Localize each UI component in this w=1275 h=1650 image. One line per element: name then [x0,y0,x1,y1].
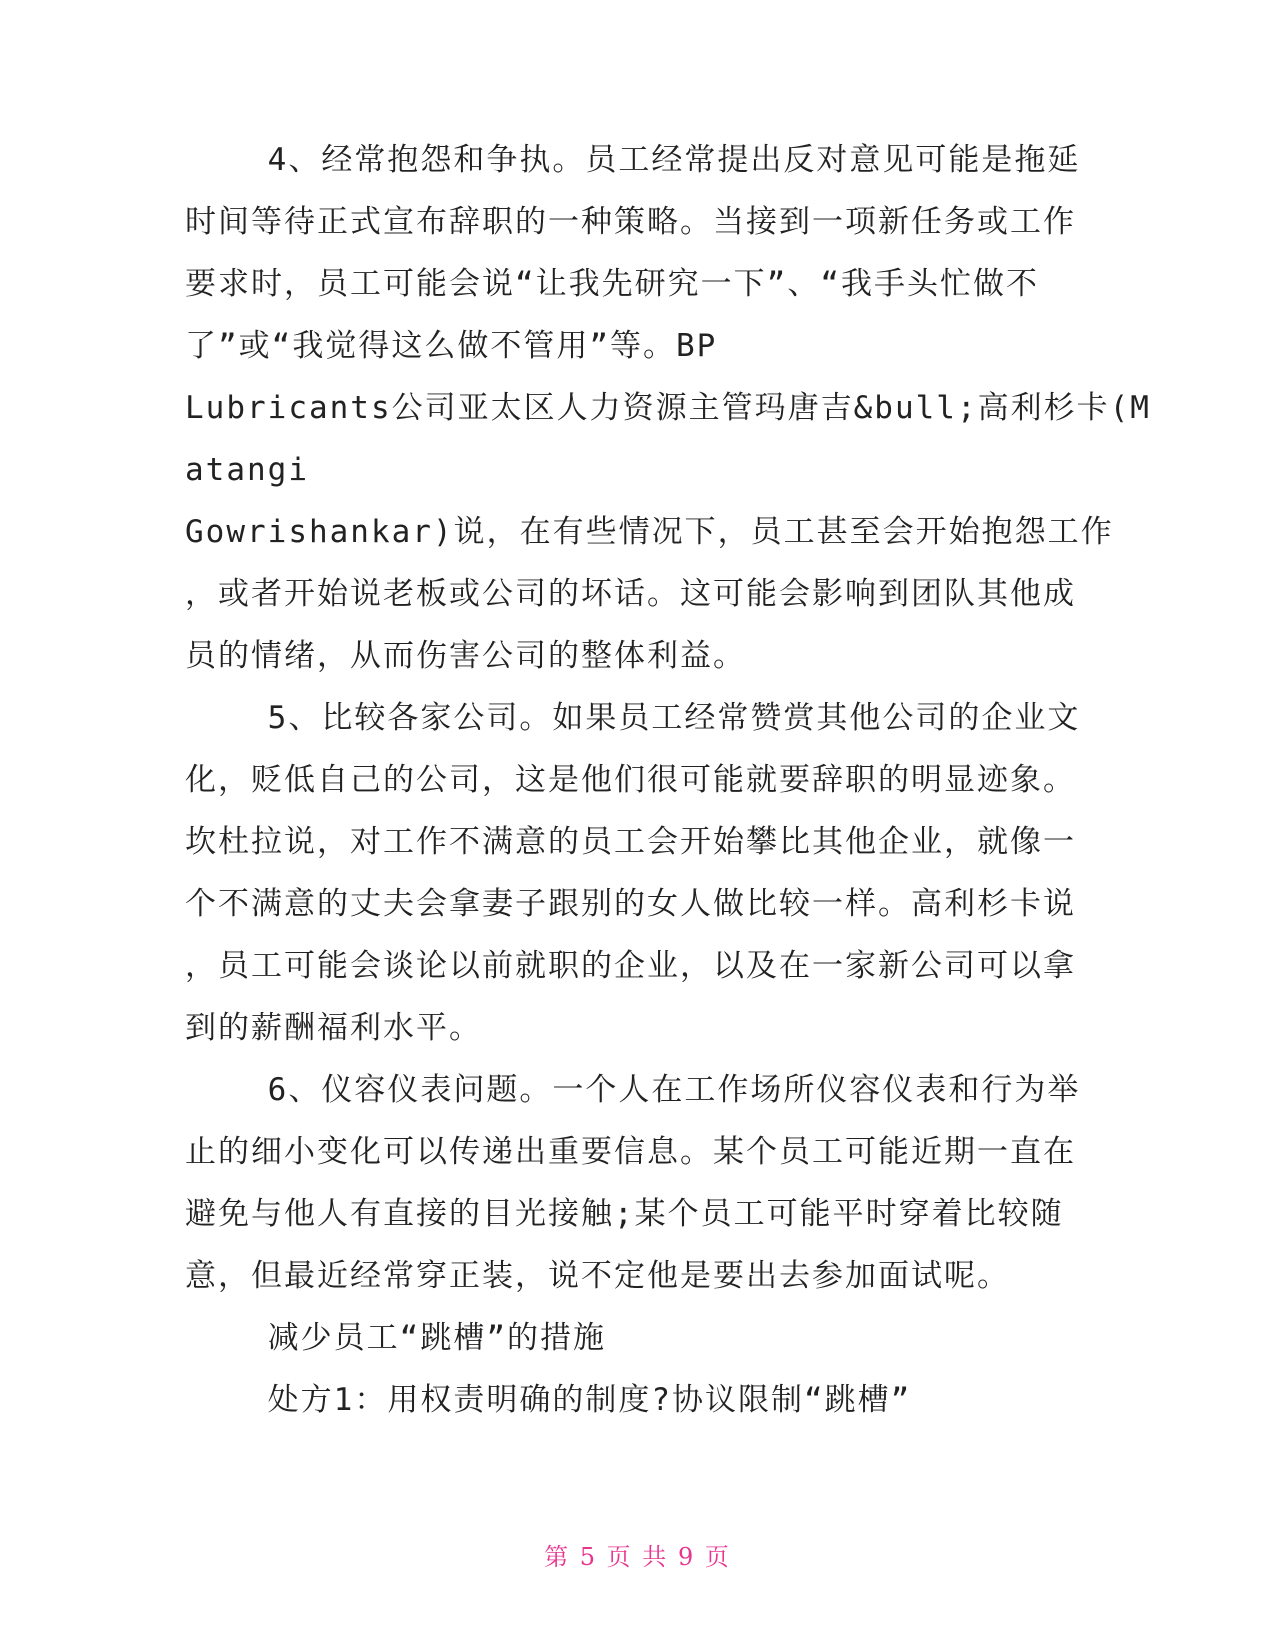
text-line-2: 时间等待正式宣布辞职的一种策略。当接到一项新任务或工作 [185,204,1076,240]
section-heading: 减少员工“跳槽”的措施 [185,1320,606,1356]
text-line-11: 化，贬低自己的公司，这是他们很可能就要辞职的明显迹象。 [185,762,1076,798]
text-line-10: 5、比较各家公司。如果员工经常赞赏其他公司的企业文 [185,700,1081,736]
text-line-7: Gowrishankar)说，在有些情况下，员工甚至会开始抱怨工作 [185,514,1114,550]
text-line-4: 了”或“我觉得这么做不管用”等。BP [185,328,718,364]
text-line-19: 意，但最近经常穿正装，说不定他是要出去参加面试呢。 [185,1258,1010,1294]
text-line-5: Lubricants公司亚太区人力资源主管玛唐吉&bull;高利杉卡(M [185,390,1151,426]
text-line-21: 处方1：用权责明确的制度?协议限制“跳槽” [185,1382,912,1418]
text-line-18: 避免与他人有直接的目光接触;某个员工可能平时穿着比较随 [185,1196,1064,1232]
text-line-1: 4、经常抱怨和争执。员工经常提出反对意见可能是拖延 [185,142,1081,178]
text-line-16: 6、仪容仪表问题。一个人在工作场所仪容仪表和行为举 [185,1072,1081,1108]
text-line-3: 要求时，员工可能会说“让我先研究一下”、“我手头忙做不 [185,266,1039,302]
text-line-13: 个不满意的丈夫会拿妻子跟别的女人做比较一样。高利杉卡说 [185,886,1076,922]
page-number-footer: 第 5 页 共 9 页 [544,1543,731,1571]
text-line-8: ，或者开始说老板或公司的坏话。这可能会影响到团队其他成 [185,576,1076,612]
text-line-6: atangi [185,452,309,488]
text-line-9: 员的情绪，从而伤害公司的整体利益。 [185,638,746,674]
text-line-12: 坎杜拉说，对工作不满意的员工会开始攀比其他企业，就像一 [185,824,1076,860]
text-line-17: 止的细小变化可以传递出重要信息。某个员工可能近期一直在 [185,1134,1076,1170]
text-line-14: ，员工可能会谈论以前就职的企业，以及在一家新公司可以拿 [185,948,1076,984]
text-line-15: 到的薪酬福利水平。 [185,1010,482,1046]
